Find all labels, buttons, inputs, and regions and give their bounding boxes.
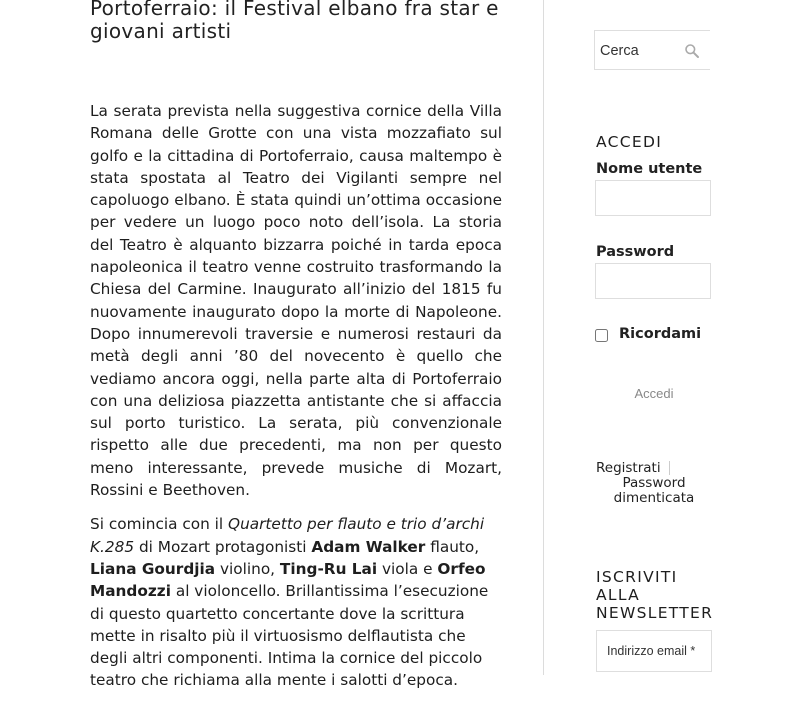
performer-name: Adam Walker [311,537,426,556]
search-input[interactable] [600,40,680,62]
article-title: Portoferraio: il Festival elbano fra star e giovani artisti [90,0,499,43]
performer-name: Orfeo Mandozzi [90,559,486,601]
lost-password-link[interactable]: Password dimenticata [613,475,695,506]
password-field[interactable] [595,263,711,299]
paragraph-text: flauto, [425,537,480,556]
newsletter-widget-title: ISCRIVITI ALLA NEWSLETTER [596,568,714,622]
link-separator [669,461,670,475]
username-field[interactable] [595,180,711,216]
paragraph-text: di Mozart protagonisti [134,537,312,556]
register-link[interactable]: Registrati [596,460,661,476]
sidebar-divider [543,0,544,675]
work-title: Quartetto per flauto e trio d’archi K.285 [90,515,485,556]
remember-checkbox[interactable] [595,329,608,342]
remember-label[interactable]: Ricordami [619,326,702,342]
performer-name: Liana Gourdjia [90,559,216,578]
login-widget-title: ACCEDI [596,133,663,151]
login-button[interactable]: Accedi [596,381,712,405]
article-paragraph [90,513,502,691]
paragraph-text: al violoncello. Brillantissima l’esecuzione di questo quartetto concertante dove la scrittura mette in risalto più il virtuosismo delflautista che degli altri componenti. Intima la cornice del piccolo teatro che richiama alla mente i salotti d’epoca. [90,582,489,690]
article-body [90,100,502,704]
newsletter-email-field[interactable] [596,630,712,672]
paragraph-text: viola e [377,559,438,578]
paragraph-text: Si comincia con il [90,515,229,534]
paragraph-text: violino, [215,559,280,578]
password-label: Password [596,244,675,260]
search-icon[interactable] [684,43,700,59]
performer-name: Ting-Ru Lai [279,559,378,578]
article-paragraph: La serata prevista nella suggestiva cornice della Villa Romana delle Grotte con una vista mozzafiato sul golfo e la cittadina di Portoferraio, causa maltempo è stata spostata al Teatro dei Vigilanti sempre nel capoluogo elbano. È stata quindi un’ottima occasione per vedere un luogo poco noto dell’isola. La storia del Teatro è alquanto bizzarra poiché in tarda epoca napoleonica il teatro venne costruito trasformando la Chiesa del Carmine. Inaugurato all’inizio del 1815 fu nuovamente inaugurato dopo la morte di Napoleone. Dopo innumerevoli traversie e numerosi restauri da metà degli anni ’80 del novecento è quello che vediamo ancora oggi, nella parte alta di Portoferraio con una deliziosa piazzetta antistante che si affaccia sul porto turistico. La serata, più convenzionale rispetto alle due precedenti, ma non per questo meno interessante, prevede musiche di Mozart, Rossini e Beethoven. [90,102,502,500]
username-label: Nome utente [596,161,703,177]
